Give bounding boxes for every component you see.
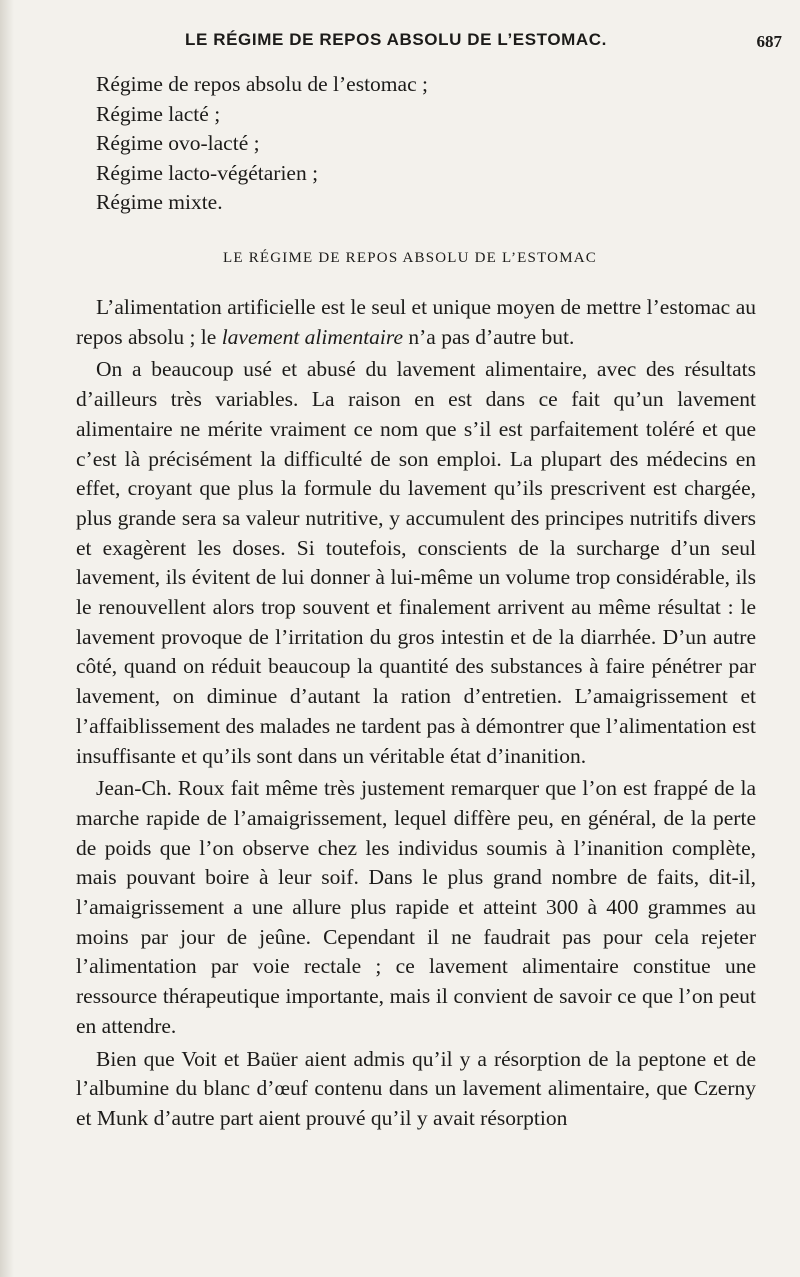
paragraph-4 bbox=[76, 1045, 756, 1134]
paragraph-1-italic: lavement alimentaire bbox=[221, 324, 404, 349]
running-head bbox=[0, 30, 800, 54]
running-title: LE RÉGIME DE REPOS ABSOLU DE L’ESTOMAC. bbox=[185, 30, 608, 49]
diet-list-item: Régime lacto-végétarien ; bbox=[96, 160, 319, 185]
page-number: 687 bbox=[756, 32, 782, 51]
paragraph-2 bbox=[76, 355, 756, 771]
paragraph-1-text-b: n’a pas d’autre but. bbox=[403, 324, 575, 349]
paragraph-3 bbox=[76, 774, 756, 1041]
paragraph-1-text-a: L’alimentation artificielle est le seul et unique moyen de mettre l’estomac au repos absolu ; le bbox=[76, 295, 756, 349]
paragraph-1 bbox=[76, 293, 756, 352]
body-text bbox=[76, 293, 756, 1134]
diet-list-item: Régime mixte. bbox=[96, 190, 223, 214]
page-edge-shadow bbox=[0, 0, 14, 1277]
diet-list bbox=[96, 70, 428, 218]
section-heading: LE RÉGIME DE REPOS ABSOLU DE L’ESTOMAC bbox=[223, 250, 597, 266]
paragraph-2-text: On a beaucoup usé et abusé du lavement alimentaire, avec des résultats d’ailleurs très variables. La raison en est dans ce fait qu’un lavement alimentaire ne mérite vraiment ce nom que s’il est parfaitement toléré et que c’est là précisément la difficulté de son emploi. La plupart des médecins en effet, croyant que plus la formule du lavement qu’ils prescrivent est chargée, plus grande sera sa valeur nutritive, y accumulent des principes nutritifs divers et exagèrent les doses. Si toutefois, conscients de la surcharge d’un seul lavement, ils évitent de lui donner à lui-même un volume trop considérable, ils le renouvellent alors trop souvent et finalement arrivent au même résultat : le lavement provoque de l’irritation du gros intestin et de la diarrhée. D’un autre côté, quand on réduit beaucoup la quantité des substances à faire pénétrer par lavement, on diminue d’autant la ration d’entretien. L’amaigrissement et l’affaiblissement des malades ne tardent pas à démontrer que l’alimentation est insuffisante et qu’ils sont dans un véritable état d’inanition. bbox=[76, 357, 756, 768]
diet-list-item: Régime lacté ; bbox=[96, 101, 221, 126]
paragraph-3-text: Jean-Ch. Roux fait même très justement remarquer que l’on est frappé de la marche rapide de l’amaigrissement, lequel diffère peu, en général, de la perte de poids que l’on observe chez les individus soumis à l’inanition complète, mais pouvant boire à leur soif. Dans le plus grand nombre de faits, dit-il, l’amaigrissement a une allure plus rapide et atteint 300 à 400 grammes au moins par jour de jeûne. Cependant il ne faudrait pas pour cela rejeter l’alimentation par voie rectale ; ce lavement alimentaire constitue une ressource thérapeutique importante, mais il convient de savoir ce que l’on peut en attendre. bbox=[76, 776, 756, 1038]
diet-list-item: Régime ovo-lacté ; bbox=[96, 131, 260, 155]
diet-list-item: Régime de repos absolu de l’estomac ; bbox=[96, 72, 428, 96]
paragraph-4-text: Bien que Voit et Baüer aient admis qu’il y a résorption de la peptone et de l’albumine du blanc d’œuf contenu dans un lavement alimentaire, que Czerny et Munk d’autre part aient prouvé qu’il y avait résorption bbox=[76, 1046, 756, 1130]
